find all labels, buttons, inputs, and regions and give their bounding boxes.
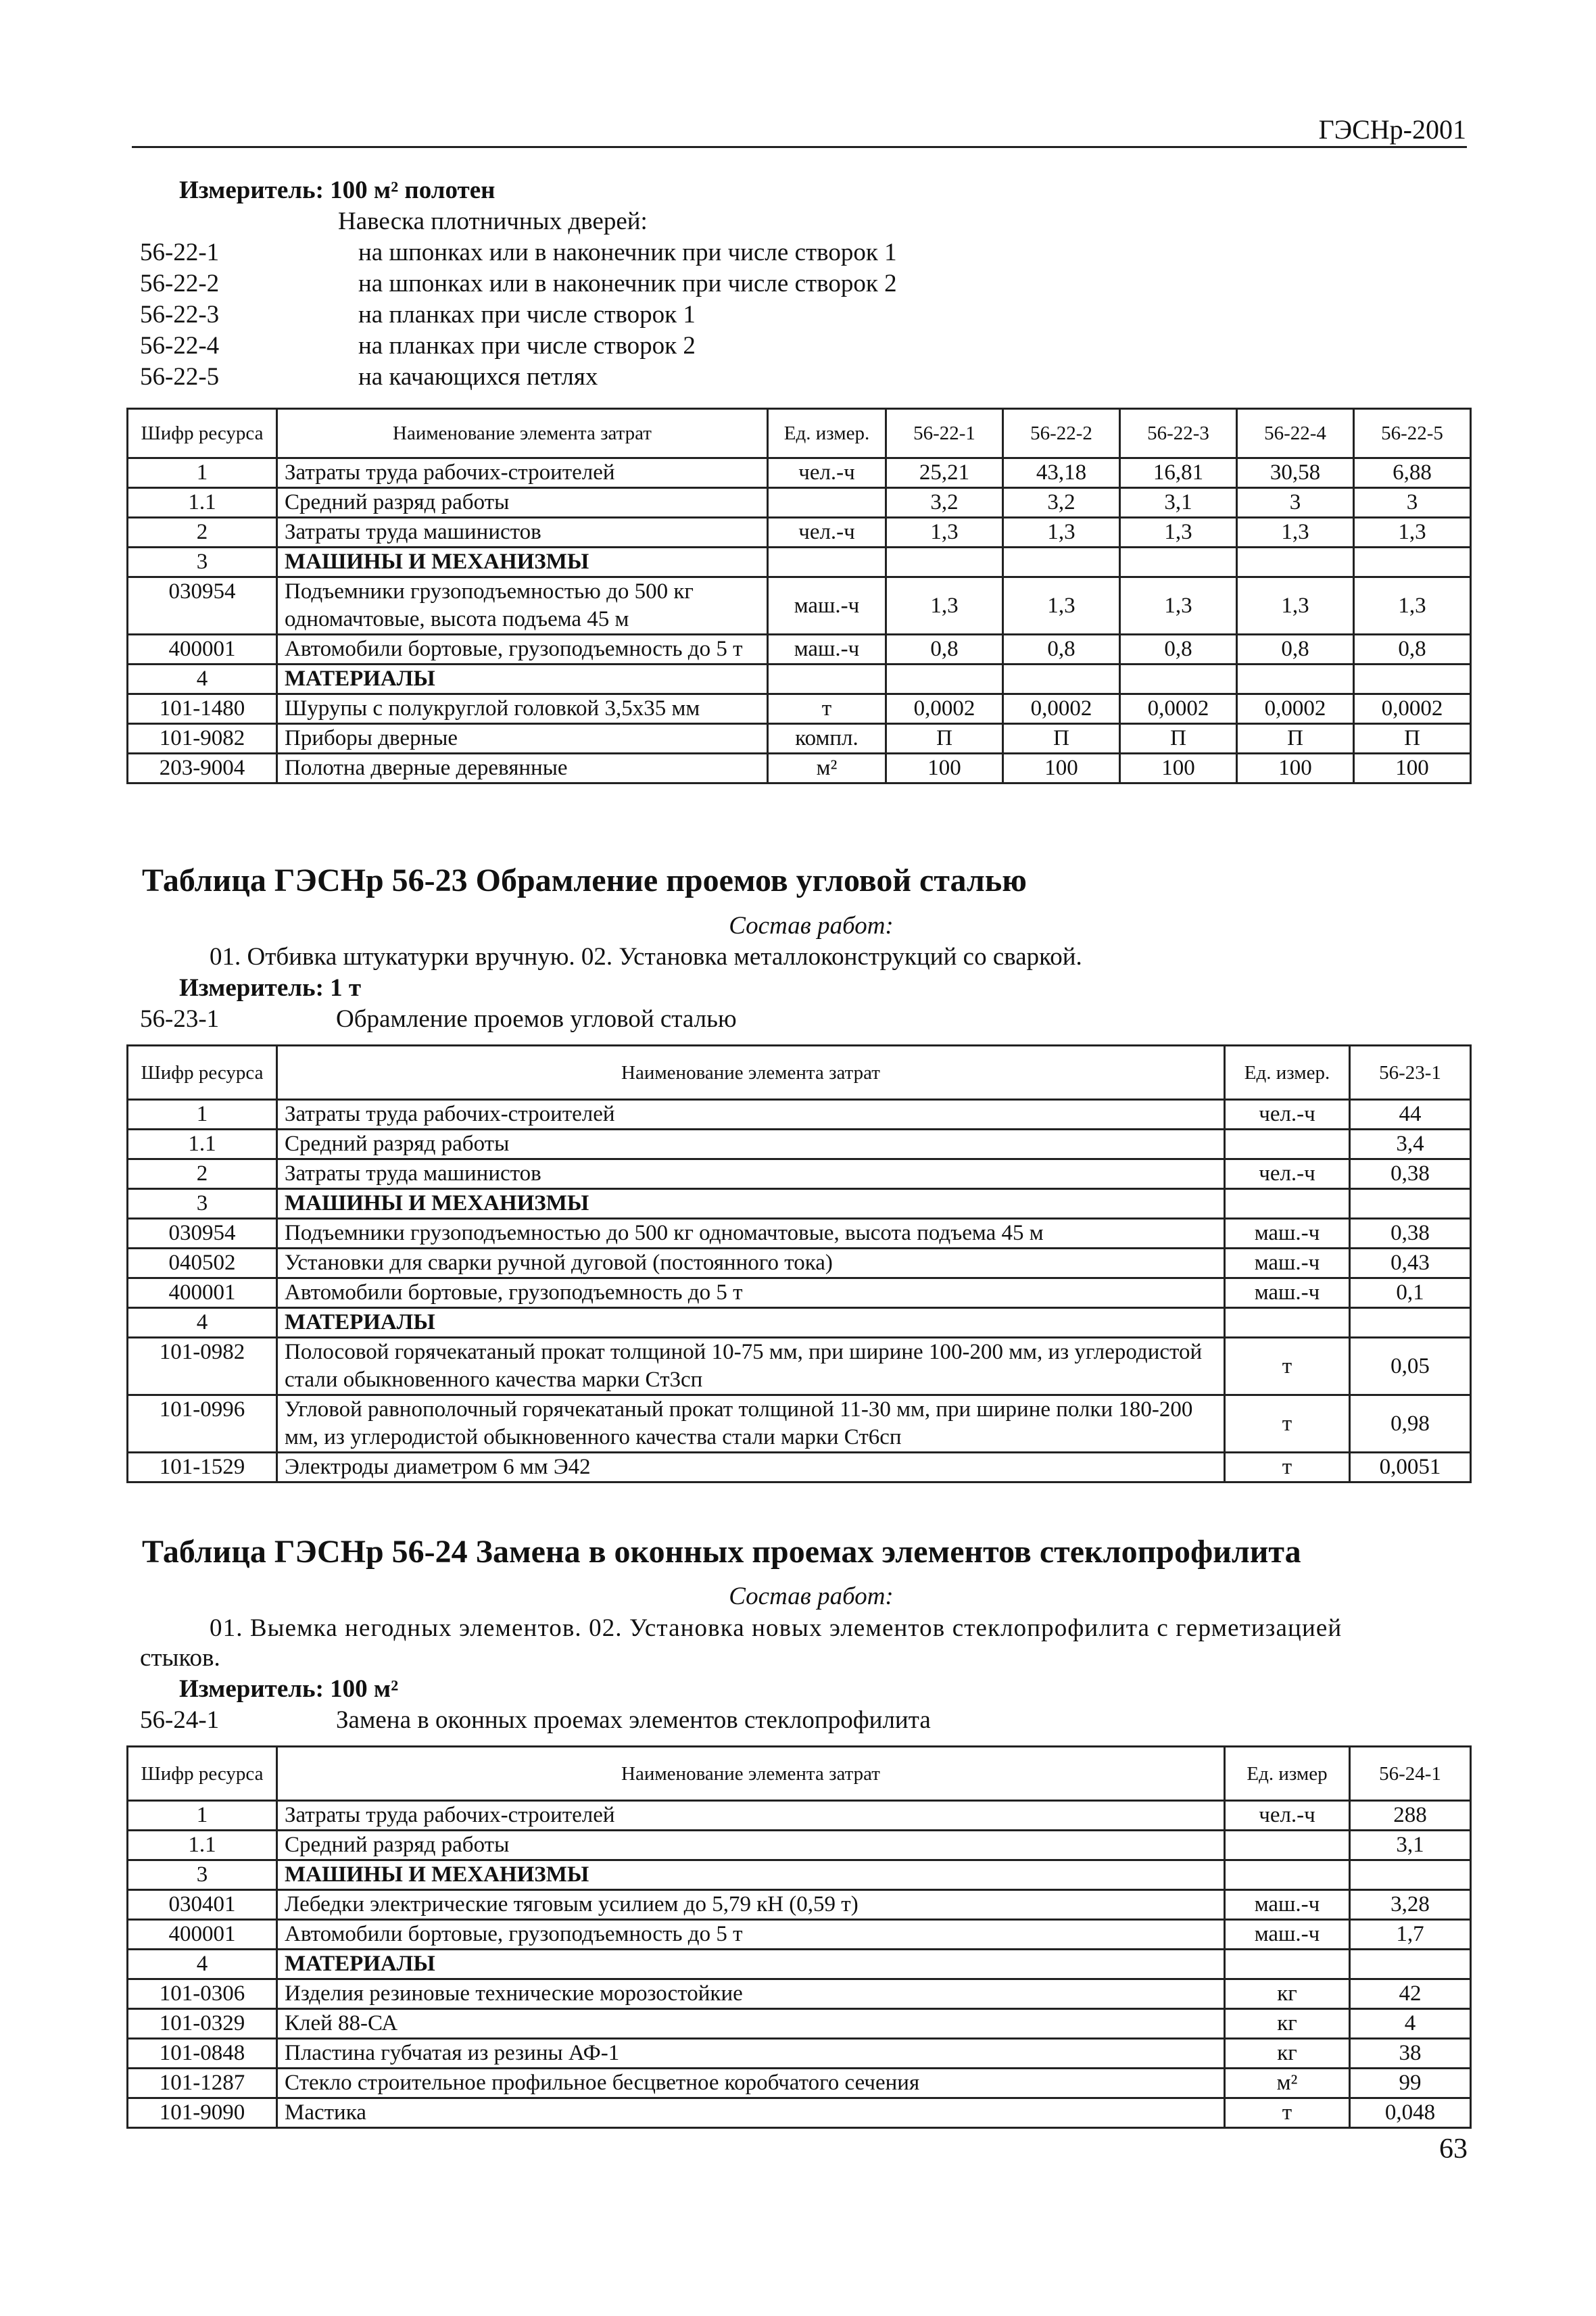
table-row [128,1308,1471,1338]
cell-value: 44 [1350,1100,1471,1130]
cell-unit: маш.-ч [1225,1219,1350,1249]
cell-code: 101-0996 [128,1395,277,1453]
t23-composition-label: Состав работ: [729,912,894,940]
cell-name: Подъемники грузоподъемностью до 500 кг одномачтовые, высота подъема 45 м [277,1219,1225,1249]
cell-code: 1 [128,1801,277,1831]
cell-value: 3,4 [1350,1130,1471,1159]
cell-code: 1.1 [128,1831,277,1860]
cell-code: 4 [128,665,277,694]
cell-unit: маш.-ч [1225,1278,1350,1308]
header-col: 56-22-5 [1354,409,1471,458]
table-row [128,1278,1471,1308]
cell-section-title: МАШИНЫ И МЕХАНИЗМЫ [277,548,768,577]
cell-unit: м² [768,754,886,783]
document-code: ГЭСНр-2001 [1318,114,1466,145]
cell-value: 42 [1350,1979,1471,2009]
table-row [128,2069,1471,2098]
t22-item-text: на качающихся петлях [358,363,598,391]
cell-value: 3,2 [886,488,1003,518]
cell-code: 101-1287 [128,2069,277,2098]
cell-value: 100 [1354,754,1471,783]
header-unit: Ед. измер [1225,1747,1350,1801]
cell-value: 1,7 [1350,1920,1471,1950]
table-row [128,1920,1471,1950]
cell-value: 1,3 [1237,577,1354,635]
cell-unit: маш.-ч [768,635,886,665]
cell-name: Установки для сварки ручной дуговой (постоянного тока) [277,1249,1225,1278]
cell-value: 0,38 [1350,1159,1471,1189]
cell-value: 0,38 [1350,1219,1471,1249]
cell-code: 1 [128,1100,277,1130]
table-56-22 [126,408,1472,784]
cell-value: 0,8 [1003,635,1120,665]
cell-unit: т [1225,1453,1350,1482]
cell-unit [768,548,886,577]
cell-name: Средний разряд работы [277,1831,1225,1860]
cell-value: 3 [1354,488,1471,518]
cell-value: 0,0002 [1354,694,1471,724]
cell-value [1237,548,1354,577]
cell-name: Средний разряд работы [277,488,768,518]
cell-name: Автомобили бортовые, грузоподъемность до 5 т [277,1278,1225,1308]
header-code: Шифр ресурса [128,409,277,458]
cell-unit [768,665,886,694]
cell-code: 101-0306 [128,1979,277,2009]
cell-unit: м² [1225,2069,1350,2098]
cell-name: Затраты труда машинистов [277,1159,1225,1189]
cell-code: 101-0329 [128,2009,277,2039]
cell-code: 030954 [128,1219,277,1249]
cell-value: 0,1 [1350,1278,1471,1308]
cell-value: 1,3 [1354,577,1471,635]
cell-code: 1.1 [128,1130,277,1159]
t22-item-code: 56-22-2 [140,270,220,297]
table-row [128,1338,1471,1395]
cell-name: Автомобили бортовые, грузоподъемность до 5 т [277,635,768,665]
t22-item-code: 56-22-3 [140,301,220,329]
cell-value: 0,0002 [1003,694,1120,724]
cell-name: Затраты труда машинистов [277,518,768,548]
cell-value: 99 [1350,2069,1471,2098]
cell-unit [768,488,886,518]
t24-composition-label: Состав работ: [729,1583,894,1610]
cell-name: Приборы дверные [277,724,768,754]
table-row [128,1831,1471,1860]
cell-value [1120,548,1237,577]
header-col: 56-24-1 [1350,1747,1471,1801]
cell-value: 3,2 [1003,488,1120,518]
table-row [128,577,1471,635]
cell-unit: т [768,694,886,724]
cell-unit: чел.-ч [1225,1159,1350,1189]
table-row [128,1100,1471,1130]
cell-value: 0,048 [1350,2098,1471,2128]
cell-code: 2 [128,518,277,548]
cell-unit: т [1225,2098,1350,2128]
cell-name: Изделия резиновые технические морозостойкие [277,1979,1225,2009]
table-row [128,1860,1471,1890]
cell-value: 1,3 [1003,518,1120,548]
cell-unit [1225,1860,1350,1890]
cell-value: 0,05 [1350,1338,1471,1395]
cell-value [1350,1860,1471,1890]
cell-value: 288 [1350,1801,1471,1831]
cell-name: Мастика [277,2098,1225,2128]
cell-unit: маш.-ч [768,577,886,635]
cell-value: 0,0002 [1237,694,1354,724]
t24-composition-line1: 01. Выемка негодных элементов. 02. Установка новых элементов стеклопрофилита с герметизацией [210,1614,1343,1642]
cell-value: 1,3 [886,518,1003,548]
cell-value: 1,3 [1120,518,1237,548]
header-col: 56-22-2 [1003,409,1120,458]
cell-value: П [1237,724,1354,754]
table-row [128,1950,1471,1979]
cell-value: 0,8 [1120,635,1237,665]
cell-code: 030401 [128,1890,277,1920]
table-row [128,2039,1471,2069]
t22-item-code: 56-22-4 [140,332,220,360]
cell-code: 400001 [128,1920,277,1950]
cell-code: 203-9004 [128,754,277,783]
cell-value: 100 [886,754,1003,783]
table-row [128,1159,1471,1189]
cell-value: 38 [1350,2039,1471,2069]
cell-section-title: МАТЕРИАЛЫ [277,665,768,694]
cell-code: 101-0982 [128,1338,277,1395]
cell-value: 0,98 [1350,1395,1471,1453]
table-row [128,665,1471,694]
cell-code: 101-1529 [128,1453,277,1482]
cell-code: 1.1 [128,488,277,518]
cell-unit: маш.-ч [1225,1920,1350,1950]
t23-title: Таблица ГЭСНр 56-23 Обрамление проемов угловой сталью [142,863,1027,898]
t23-composition: 01. Отбивка штукатурки вручную. 02. Установка металлоконструкций со сваркой. [210,943,1082,971]
cell-value: 100 [1120,754,1237,783]
t23-item-text: Обрамление проемов угловой сталью [336,1005,737,1033]
header-code: Шифр ресурса [128,1747,277,1801]
table-row [128,548,1471,577]
cell-name: Автомобили бортовые, грузоподъемность до 5 т [277,1920,1225,1950]
cell-unit: маш.-ч [1225,1249,1350,1278]
cell-value: 3,1 [1350,1831,1471,1860]
t22-item-text: на шпонках или в наконечник при числе створок 2 [358,270,897,297]
cell-unit: чел.-ч [768,458,886,488]
cell-value: 1,3 [1237,518,1354,548]
cell-value: 1,3 [886,577,1003,635]
cell-unit [1225,1308,1350,1338]
cell-value: 0,8 [886,635,1003,665]
cell-value: 43,18 [1003,458,1120,488]
table-row [128,724,1471,754]
header-code: Шифр ресурса [128,1046,277,1100]
table-row [128,1130,1471,1159]
table-row [128,1249,1471,1278]
header-col: 56-22-1 [886,409,1003,458]
cell-code: 400001 [128,635,277,665]
cell-unit: т [1225,1338,1350,1395]
table-header-row [128,409,1471,458]
cell-value: 0,8 [1237,635,1354,665]
cell-code: 4 [128,1308,277,1338]
page-number: 63 [1439,2133,1468,2165]
cell-value: 100 [1003,754,1120,783]
cell-name: Подъемники грузоподъемностью до 500 кг одномачтовые, высота подъема 45 м [277,577,768,635]
header-col: 56-23-1 [1350,1046,1471,1100]
header-name: Наименование элемента затрат [277,1046,1225,1100]
cell-unit: чел.-ч [1225,1801,1350,1831]
cell-unit [1225,1831,1350,1860]
t24-composition-line2: стыков. [140,1644,220,1672]
cell-code: 3 [128,1860,277,1890]
cell-unit: кг [1225,1979,1350,2009]
cell-value [886,665,1003,694]
cell-value [1120,665,1237,694]
cell-value: 0,8 [1354,635,1471,665]
header-col: 56-22-3 [1120,409,1237,458]
table-row [128,1453,1471,1482]
table-row [128,694,1471,724]
cell-name: Средний разряд работы [277,1130,1225,1159]
table-56-23 [126,1044,1472,1483]
cell-unit: чел.-ч [768,518,886,548]
cell-code: 040502 [128,1249,277,1278]
cell-value: 30,58 [1237,458,1354,488]
cell-code: 3 [128,1189,277,1219]
table-header-row [128,1046,1471,1100]
t22-item-code: 56-22-5 [140,363,220,391]
t24-meter: Измеритель: 100 м² [179,1675,399,1703]
cell-value: 1,3 [1120,577,1237,635]
cell-value [1350,1950,1471,1979]
cell-code: 101-1480 [128,694,277,724]
cell-value: 4 [1350,2009,1471,2039]
cell-name: Затраты труда рабочих-строителей [277,1801,1225,1831]
table-row [128,1189,1471,1219]
table-row [128,1979,1471,2009]
t22-item-text: на шпонках или в наконечник при числе створок 1 [358,239,897,266]
cell-unit: маш.-ч [1225,1890,1350,1920]
table-56-24 [126,1745,1472,2129]
header-name: Наименование элемента затрат [277,409,768,458]
cell-unit: т [1225,1395,1350,1453]
t22-item-text: на планках при числе створок 1 [358,301,696,329]
table-row [128,1395,1471,1453]
table-row [128,1890,1471,1920]
table-row [128,754,1471,783]
cell-code: 030954 [128,577,277,635]
header-col: 56-22-4 [1237,409,1354,458]
cell-name: Клей 88-СА [277,2009,1225,2039]
cell-value [1350,1308,1471,1338]
cell-code: 4 [128,1950,277,1979]
t22-item-text: на планках при числе створок 2 [358,332,696,360]
table-row [128,1801,1471,1831]
cell-name: Полосовой горячекатаный прокат толщиной 10-75 мм, при ширине 100-200 мм, из углеродистой стали обыкновенного качества марки Ст3сп [277,1338,1225,1395]
header-unit: Ед. измер. [768,409,886,458]
table-row [128,2009,1471,2039]
cell-code: 400001 [128,1278,277,1308]
cell-name: Затраты труда рабочих-строителей [277,458,768,488]
cell-value: 0,0051 [1350,1453,1471,1482]
cell-value: П [1354,724,1471,754]
table-row [128,488,1471,518]
cell-value [1354,665,1471,694]
cell-section-title: МАТЕРИАЛЫ [277,1308,1225,1338]
cell-value: П [886,724,1003,754]
cell-unit [1225,1189,1350,1219]
cell-section-title: МАШИНЫ И МЕХАНИЗМЫ [277,1860,1225,1890]
cell-value: 6,88 [1354,458,1471,488]
cell-value: П [1003,724,1120,754]
cell-name: Пластина губчатая из резины АФ-1 [277,2039,1225,2069]
t22-group-title: Навеска плотничных дверей: [338,208,648,235]
cell-value: 1,3 [1003,577,1120,635]
cell-code: 1 [128,458,277,488]
table-row [128,635,1471,665]
cell-name: Угловой равнополочный горячекатаный прокат толщиной 11-30 мм, при ширине полки 180-200 мм, из углеродистой обыкновенного качества стали марки Ст6сп [277,1395,1225,1453]
t22-meter: Измеритель: 100 м² полотен [179,176,495,204]
cell-code: 101-9082 [128,724,277,754]
cell-section-title: МАШИНЫ И МЕХАНИЗМЫ [277,1189,1225,1219]
cell-value: 100 [1237,754,1354,783]
header-name: Наименование элемента затрат [277,1747,1225,1801]
cell-name: Лебедки электрические тяговым усилием до 5,79 кН (0,59 т) [277,1890,1225,1920]
cell-value: 3,1 [1120,488,1237,518]
cell-unit: компл. [768,724,886,754]
header-unit: Ед. измер. [1225,1046,1350,1100]
t23-meter: Измеритель: 1 т [179,974,362,1002]
cell-value: 0,0002 [886,694,1003,724]
cell-code: 3 [128,548,277,577]
cell-value: 25,21 [886,458,1003,488]
cell-name: Электроды диаметром 6 мм Э42 [277,1453,1225,1482]
t22-item-code: 56-22-1 [140,239,220,266]
cell-name: Полотна дверные деревянные [277,754,768,783]
t24-title: Таблица ГЭСНр 56-24 Замена в оконных проемах элементов стеклопрофилита [142,1534,1301,1570]
cell-value [886,548,1003,577]
cell-value [1003,548,1120,577]
cell-value [1354,548,1471,577]
header-rule [132,146,1467,148]
table-row [128,1219,1471,1249]
cell-value: 0,43 [1350,1249,1471,1278]
cell-name: Шурупы с полукруглой головкой 3,5х35 мм [277,694,768,724]
table-row [128,518,1471,548]
table-row [128,458,1471,488]
cell-value: 16,81 [1120,458,1237,488]
t24-item-text: Замена в оконных проемах элементов стеклопрофилита [336,1706,931,1734]
cell-unit: кг [1225,2009,1350,2039]
cell-name: Стекло строительное профильное бесцветное коробчатого сечения [277,2069,1225,2098]
t24-item-code: 56-24-1 [140,1706,220,1734]
cell-unit [1225,1950,1350,1979]
cell-section-title: МАТЕРИАЛЫ [277,1950,1225,1979]
cell-name: Затраты труда рабочих-строителей [277,1100,1225,1130]
cell-unit: чел.-ч [1225,1100,1350,1130]
table-row [128,2098,1471,2128]
cell-unit: кг [1225,2039,1350,2069]
cell-value: 1,3 [1354,518,1471,548]
cell-value: 0,0002 [1120,694,1237,724]
cell-value: П [1120,724,1237,754]
cell-value [1350,1189,1471,1219]
cell-code: 101-0848 [128,2039,277,2069]
cell-value [1237,665,1354,694]
cell-code: 2 [128,1159,277,1189]
table-header-row [128,1747,1471,1801]
t23-item-code: 56-23-1 [140,1005,220,1033]
cell-value: 3,28 [1350,1890,1471,1920]
cell-value: 3 [1237,488,1354,518]
cell-value [1003,665,1120,694]
cell-code: 101-9090 [128,2098,277,2128]
cell-unit [1225,1130,1350,1159]
